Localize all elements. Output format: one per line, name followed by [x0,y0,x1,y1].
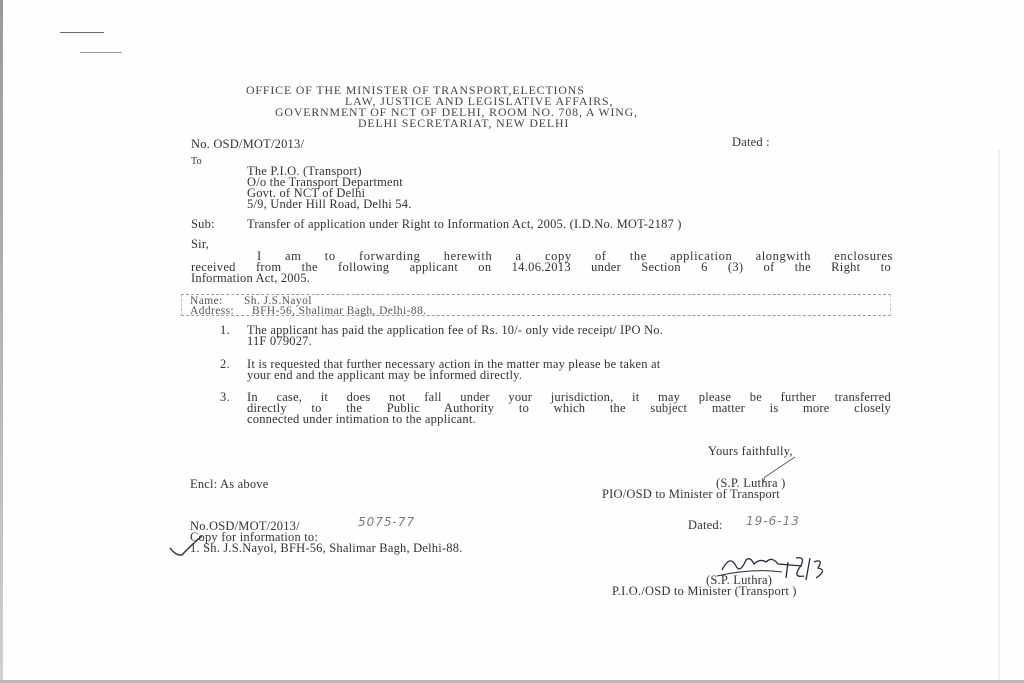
dated-label: Dated : [732,135,770,149]
scan-edge-left [0,0,3,683]
applicant-details-box [181,294,891,316]
recipient-line-2: O/o the Transport Department [247,175,403,189]
applicant-name-value: Sh. J.S.Nayol [244,295,312,307]
point-2-number: 2. [220,357,230,371]
applicant-address-label: Address: [190,305,235,317]
recipient-line-3: Govt. of NCT of Delhi [247,186,366,200]
copy-recipient: 1. Sh. J.S.Nayol, BFH-56, Shalimar Bagh, Delhi-88. [190,541,463,555]
checkmark-icon [168,532,208,560]
handwritten-date: 19-6-13 [746,514,800,528]
point-3-number: 3. [220,390,230,404]
salutation: Sir, [191,237,210,251]
applicant-address-value: BFH-56, Shalimar Bagh, Delhi-88. [252,305,427,317]
to-label: To [191,156,202,167]
recipient-line-4: 5/9, Under Hill Road, Delhi 54. [247,197,412,211]
letterhead-line-4: DELHI SECRETARIAT, NEW DELHI [358,116,570,130]
intro-line-3: Information Act, 2005. [191,271,310,285]
subject-text: Transfer of application under Right to Information Act, 2005. (I.D.No. MOT-2187 ) [247,217,682,231]
point-2-line-1: It is requested that further necessary action in the matter may please be taken at [247,357,661,371]
point-1-number: 1. [220,323,230,337]
point-1-line-2: 11F 079027. [247,334,312,348]
copy-dated-label: Dated: [688,518,723,532]
subject-label: Sub: [191,217,215,231]
letterhead-line-1: OFFICE OF THE MINISTER OF TRANSPORT,ELECTIONS [246,83,585,97]
letterhead-line-3: GOVERNMENT OF NCT OF DELHI, ROOM NO. 708, A WING, [275,105,638,119]
scan-artifact-mark [60,32,104,33]
point-3-line-1: In case, it does not fall under your jurisdiction, it may please be further transferred [247,390,891,404]
point-3-line-2: directly to the Public Authority to which the subject matter is more closely [247,401,891,415]
copy-reference-number: No.OSD/MOT/2013/ [190,519,300,533]
copy-signatory-name: (S.P. Luthra) [706,573,773,587]
copy-for-information-label: Copy for information to: [190,530,319,544]
reference-number: No. OSD/MOT/2013/ [191,137,305,151]
enclosure-note: Encl: As above [190,477,269,491]
handwritten-dispatch-number: 5075-77 [358,515,416,529]
signatory-name: (S.P. Luthra ) [716,476,786,490]
point-3-line-3: connected under intimation to the applicant. [247,412,476,426]
valediction: Yours faithfully, [708,444,793,458]
intro-line-2: received from the following applicant on 14.06.2013 under Section 6 (3) of the Right to [191,260,891,274]
scan-edge-right [998,150,1000,680]
letterhead-line-2: LAW, JUSTICE AND LEGISLATIVE AFFAIRS, [345,94,614,108]
intro-line-1: I am to forwarding herewith a copy of the application alongwith enclosures [257,249,893,263]
point-1-line-1: The applicant has paid the application fee of Rs. 10/- only vide receipt/ IPO No. [247,323,664,337]
scan-artifact-mark [80,52,122,53]
copy-signatory-title: P.I.O./OSD to Minister (Transport ) [612,584,797,598]
signatory-title: PIO/OSD to Minister of Transport [602,487,780,501]
point-2-line-2: your end and the applicant may be informed directly. [247,368,523,382]
applicant-name-label: Name: [190,295,223,307]
recipient-line-1: The P.I.O. (Transport) [247,164,362,178]
